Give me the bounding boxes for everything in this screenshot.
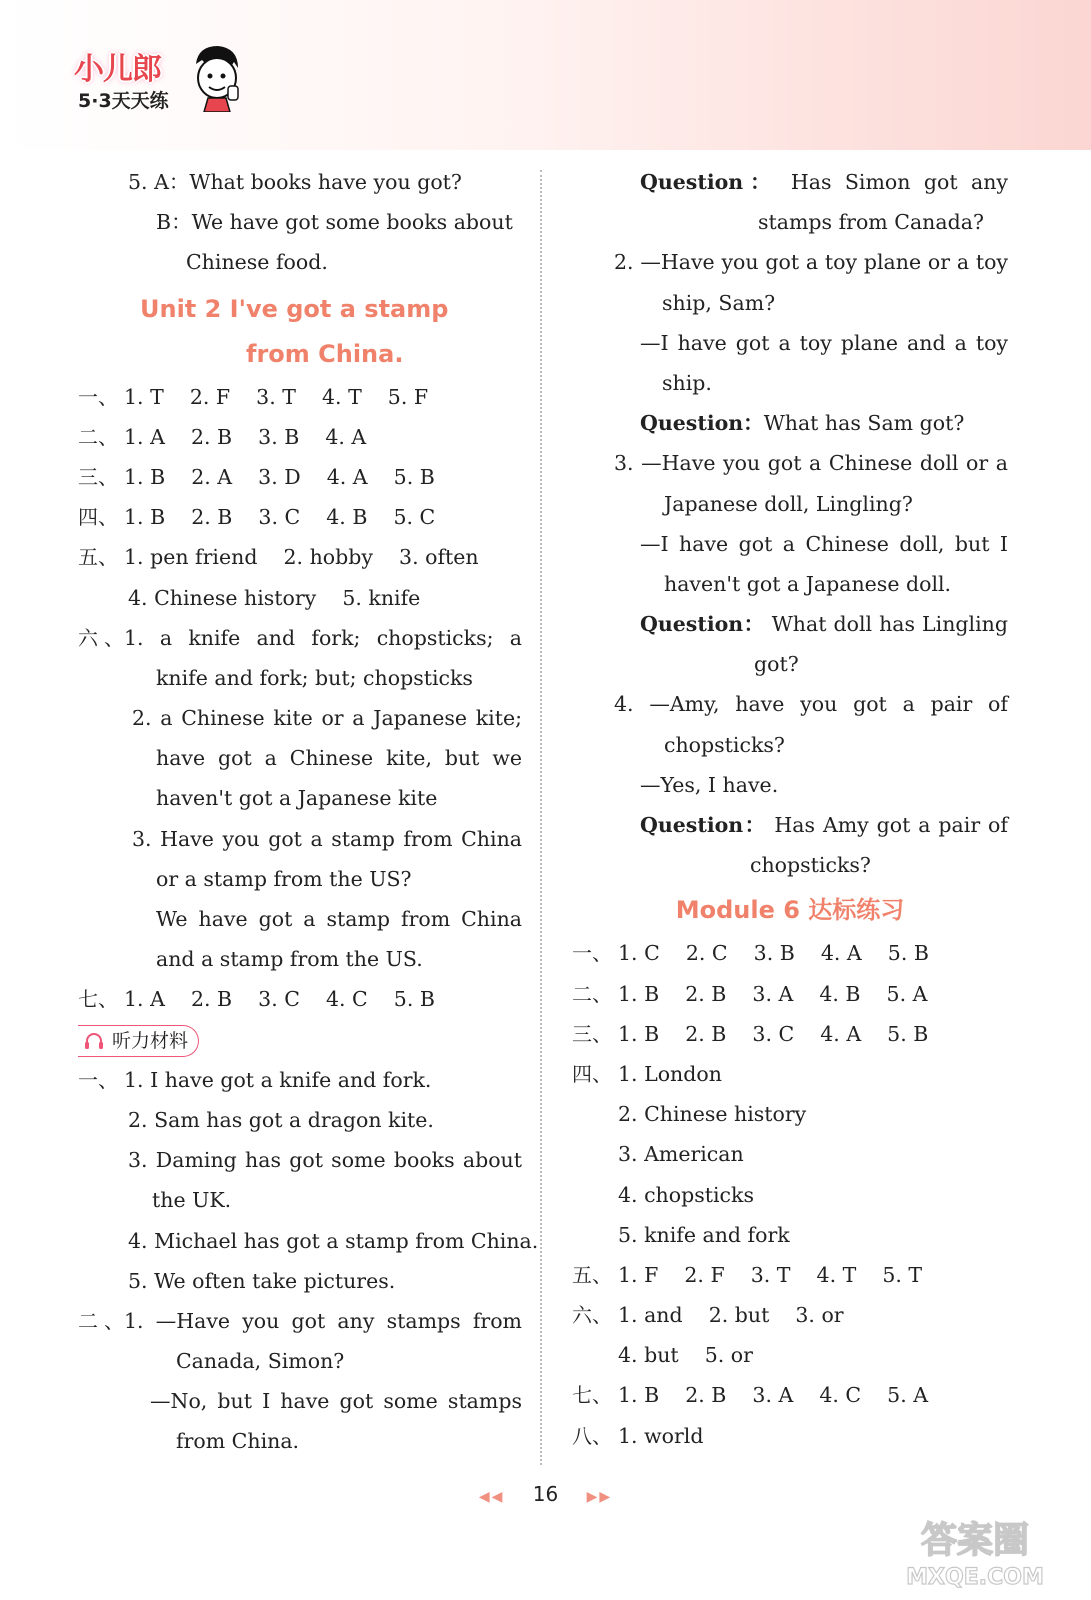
answer-line: Canada, Simon?: [176, 1349, 345, 1374]
answer-row: 二、 1. B 2. B 3. A 4. B 5. A: [572, 981, 928, 1006]
answer-line: chopsticks?: [664, 732, 785, 757]
question-line: Question：What has Sam got?: [640, 411, 965, 436]
answer-line: Japanese doll, Lingling?: [664, 491, 913, 516]
question-line: Question： Has Simon got any: [640, 170, 1008, 194]
answer-line: 3. American: [618, 1142, 744, 1167]
answer-row: 一、 1. I have got a knife and fork.: [78, 1067, 432, 1092]
answer-line: 2. Chinese history: [618, 1102, 807, 1127]
answer-line: haven't got a Japanese kite: [156, 786, 438, 811]
left-column: [78, 162, 539, 1462]
answer-line: stamps from Canada?: [758, 210, 984, 235]
svg-text:MXQE.COM: MXQE.COM: [906, 1565, 1044, 1590]
answer-line: 2. a Chinese kite or a Japanese kite;: [132, 706, 522, 731]
answer-line: haven't got a Japanese doll.: [664, 571, 952, 596]
answer-line: —Yes, I have.: [640, 772, 779, 797]
answer-line: ship.: [662, 370, 712, 395]
unit-title-cont: from China.: [246, 339, 404, 368]
answer-line: got?: [754, 652, 799, 677]
answer-line: ship, Sam?: [662, 290, 776, 315]
watermark-logo: [891, 1512, 1061, 1592]
answer-row: 五、 1. F 2. F 3. T 4. T 5. T: [572, 1262, 923, 1287]
answer-line: knife and fork; but; chopsticks: [156, 665, 473, 690]
answer-line: —I have got a toy plane and a toy: [640, 330, 1008, 355]
right-column: [572, 162, 1008, 1456]
answer-row: 一、 1. C 2. C 3. B 4. A 5. B: [572, 941, 929, 966]
brand-logo: [74, 44, 254, 124]
answer-line: 4. Chinese history 5. knife: [128, 585, 421, 610]
next-arrows-icon: ▶▶: [586, 1489, 613, 1505]
page-number: 16: [532, 1482, 559, 1506]
answer-line: 4. —Amy, have you got a pair of: [614, 692, 1008, 717]
answer-line: 3. —Have you got a Chinese doll or a: [614, 451, 1008, 476]
answer-line: 5. We often take pictures.: [128, 1268, 396, 1293]
answer-row: 三、 1. B 2. A 3. D 4. A 5. B: [78, 464, 435, 489]
answer-line: 2. Sam has got a dragon kite.: [128, 1107, 434, 1132]
answer-line: We have got a stamp from China: [156, 907, 522, 931]
listening-header: [78, 1020, 522, 1060]
mascot-icon: [188, 42, 244, 112]
answer-line: 2. —Have you got a toy plane or a toy: [614, 250, 1008, 275]
question-line: Question： What doll has Lingling: [640, 612, 1008, 637]
page-footer: [0, 1482, 1091, 1506]
answer-line: the UK.: [152, 1188, 232, 1213]
answer-row: 二、 1. A 2. B 3. B 4. A: [78, 424, 367, 449]
answer-row: 五、 1. pen friend 2. hobby 3. often: [78, 545, 479, 570]
svg-text:答案圈: 答案圈: [920, 1520, 1030, 1561]
answer-row: 八、 1. world: [572, 1423, 704, 1448]
answer-row: 七、 1. B 2. B 3. A 4. C 5. A: [572, 1383, 929, 1408]
answer-line: and a stamp from the US.: [156, 947, 423, 972]
answer-line: 5. A：What books have you got?: [128, 170, 462, 194]
answer-line: 3. Daming has got some books about: [128, 1148, 522, 1173]
answer-line: or a stamp from the US?: [156, 866, 412, 891]
answer-line: Chinese food.: [186, 250, 328, 275]
answer-line: 4. but 5. or: [618, 1343, 753, 1368]
brand-title: 小儿郎: [74, 52, 161, 87]
answer-row: 七、 1. A 2. B 3. C 4. C 5. B: [78, 987, 435, 1012]
answer-line: have got a Chinese kite, but we: [156, 746, 522, 771]
answer-row: 二、1. —Have you got any stamps from: [78, 1308, 522, 1333]
answer-line: 5. knife and fork: [618, 1222, 790, 1247]
answer-line: from China.: [176, 1429, 300, 1454]
answer-row: 六、1. a knife and fork; chopsticks; a: [78, 625, 522, 650]
answer-line: B：We have got some books about: [156, 210, 513, 235]
unit-title: Unit 2 I've got a stamp: [140, 294, 449, 323]
answer-line: 4. Michael has got a stamp from China.: [128, 1228, 539, 1253]
answer-row: 四、 1. London: [572, 1061, 722, 1086]
answer-line: 4. chopsticks: [618, 1182, 754, 1207]
answer-line: —No, but I have got some stamps: [150, 1389, 522, 1414]
brand-series: 5·3天天练: [78, 90, 169, 112]
prev-arrows-icon: ◀◀: [478, 1489, 505, 1505]
answer-line: chopsticks?: [750, 853, 871, 878]
column-divider: [540, 170, 542, 1465]
answer-row: 三、 1. B 2. B 3. C 4. A 5. B: [572, 1021, 929, 1046]
answer-row: 四、 1. B 2. B 3. C 4. B 5. C: [78, 505, 436, 530]
answer-row: 一、 1. T 2. F 3. T 4. T 5. F: [78, 384, 429, 409]
listening-tag: 听力材料: [78, 1025, 199, 1057]
headphones-icon: [84, 1032, 104, 1050]
question-line: Question： Has Amy got a pair of: [640, 813, 1008, 837]
answer-row: 六、 1. and 2. but 3. or: [572, 1303, 844, 1328]
answer-line: —I have got a Chinese doll, but I: [640, 531, 1008, 556]
module-title: Module 6 达标练习: [675, 896, 905, 925]
answer-line: 3. Have you got a stamp from China: [132, 826, 522, 851]
